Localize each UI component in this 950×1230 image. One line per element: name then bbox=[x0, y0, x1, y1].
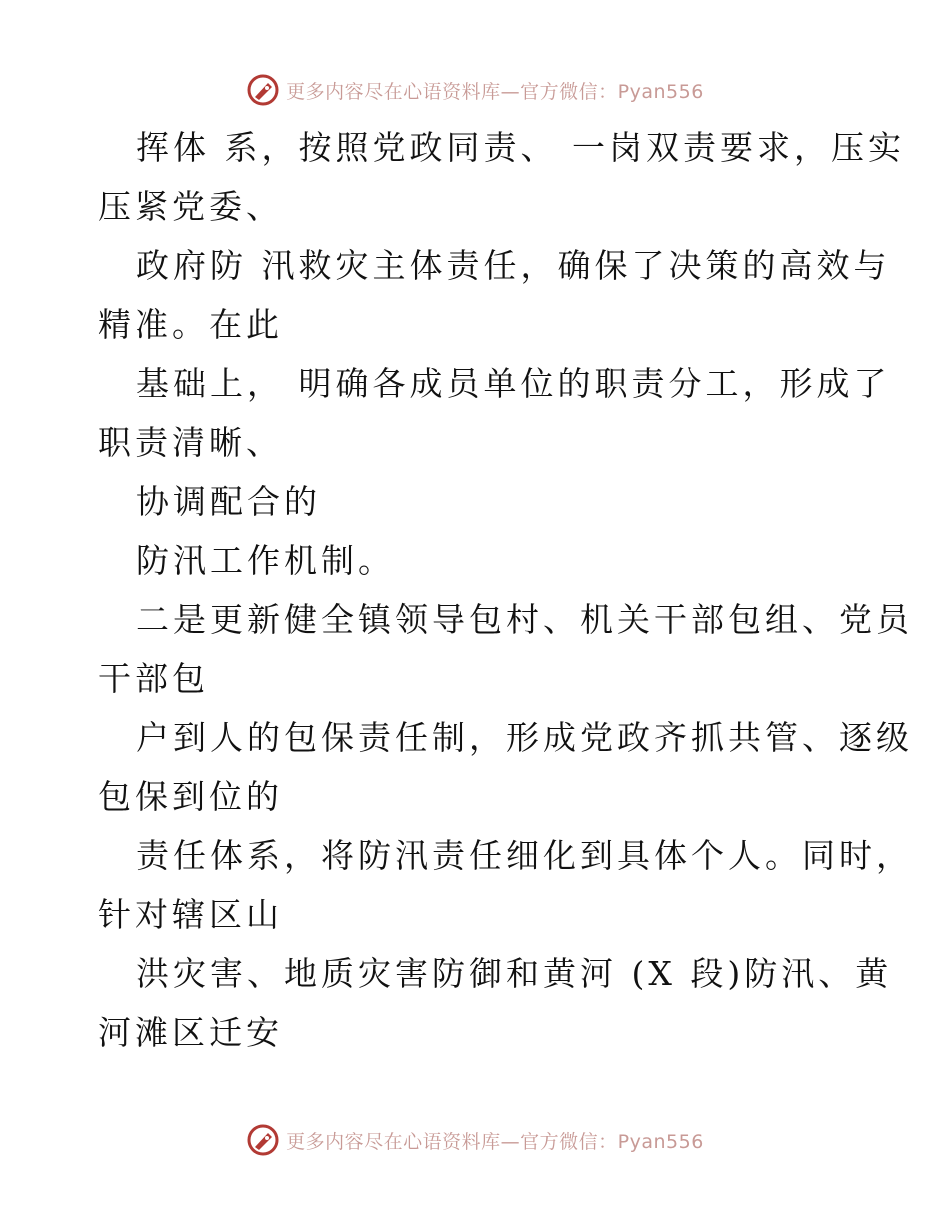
text-line: 包保到位的 bbox=[98, 777, 283, 816]
text-line: 二是更新健全镇领导包村、机关干部包组、党员 bbox=[136, 600, 913, 639]
text-line: 挥体 系，按照党政同责、 一岗双责要求，压实 bbox=[136, 128, 905, 167]
pen-nib-circle-icon bbox=[246, 73, 280, 107]
pen-nib-circle-icon bbox=[246, 1123, 280, 1157]
document-body bbox=[98, 118, 913, 1062]
text-line: 河滩区迁安 bbox=[98, 1013, 283, 1052]
text-line: 协调配合的 bbox=[136, 482, 321, 521]
header-banner bbox=[0, 70, 950, 110]
text-line: 责任体系，将防汛责任细化到具体个人。同时， bbox=[136, 836, 913, 875]
text-line: 精准。在此 bbox=[98, 305, 283, 344]
text-line: 基础上， 明确各成员单位的职责分工，形成了 bbox=[136, 364, 891, 403]
text-line: 政府防 汛救灾主体责任，确保了决策的高效与 bbox=[136, 246, 891, 285]
text-line: 职责清晰、 bbox=[98, 423, 283, 462]
text-line: 防汛工作机制。 bbox=[136, 541, 395, 580]
footer-banner bbox=[0, 1120, 950, 1160]
footer-banner-text: 更多内容尽在心语资料库—官方微信：Pyan556 bbox=[286, 1130, 704, 1153]
text-line: 干部包 bbox=[98, 659, 209, 698]
text-line: 压紧党委、 bbox=[98, 187, 283, 226]
text-line: 洪灾害、地质灾害防御和黄河 (X 段)防汛、黄 bbox=[136, 954, 893, 993]
text-line: 户到人的包保责任制，形成党政齐抓共管、逐级 bbox=[136, 718, 913, 757]
text-line: 针对辖区山 bbox=[98, 895, 283, 934]
header-banner-text: 更多内容尽在心语资料库—官方微信：Pyan556 bbox=[286, 80, 704, 103]
